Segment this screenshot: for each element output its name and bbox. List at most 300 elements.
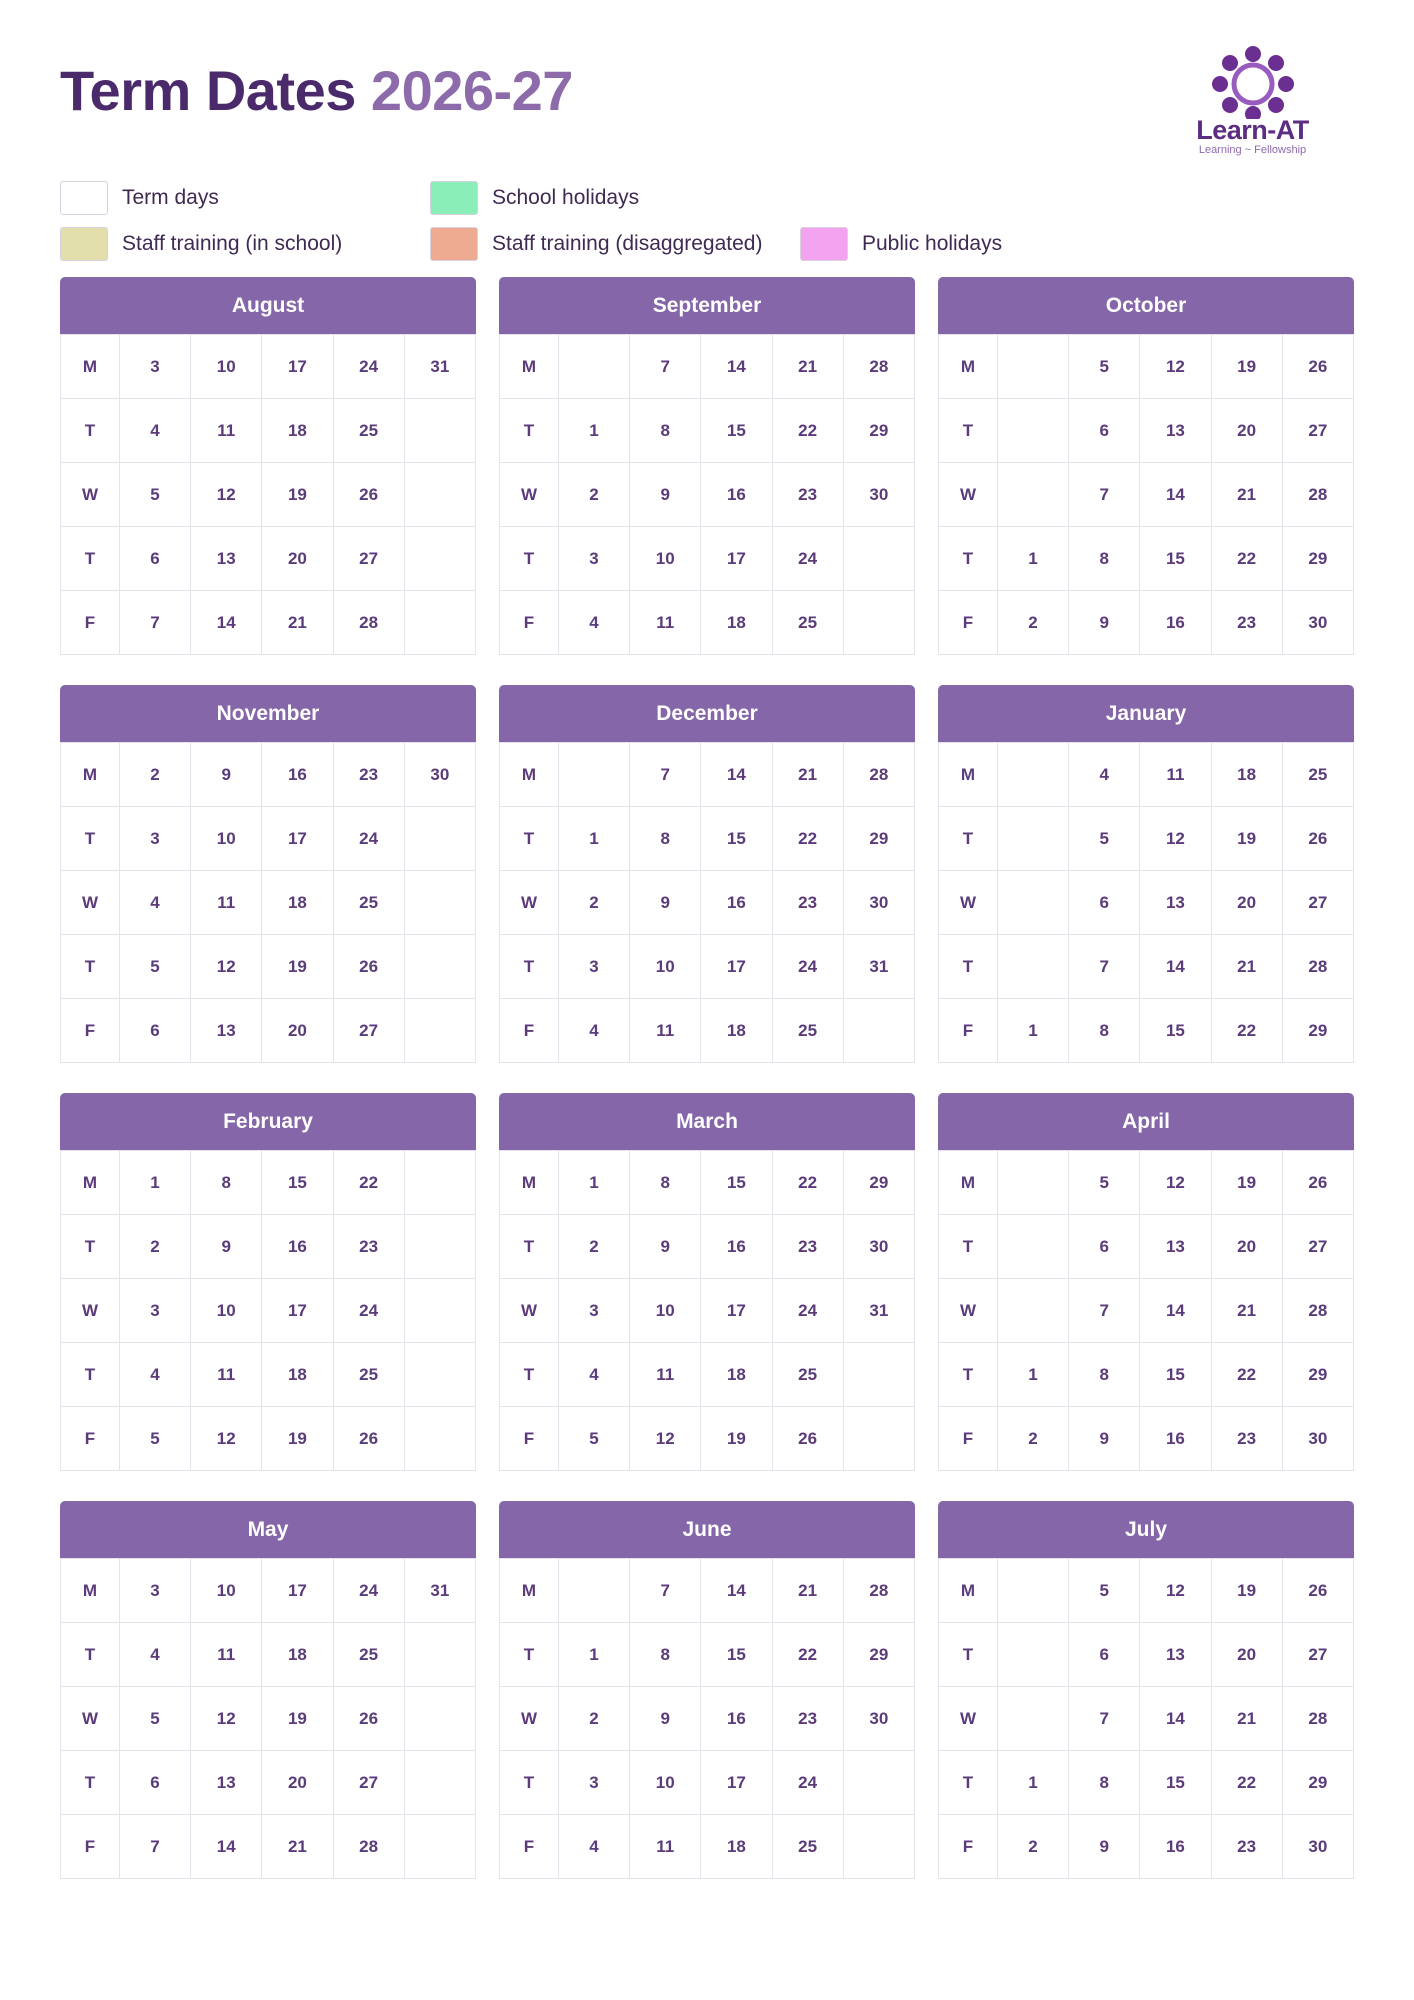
day-of-week-label: W (61, 1687, 120, 1751)
day-cell (404, 1151, 475, 1215)
week-row (939, 1407, 1354, 1471)
month-title: May (60, 1501, 476, 1558)
day-cell: 15 (701, 1151, 772, 1215)
day-cell: 3 (119, 1279, 190, 1343)
legend-label-public-holidays: Public holidays (862, 232, 1003, 255)
day-cell: 24 (772, 1279, 843, 1343)
day-cell (843, 999, 914, 1063)
day-cell: 30 (1282, 1815, 1353, 1879)
day-cell: 17 (701, 1279, 772, 1343)
week-row (939, 871, 1354, 935)
day-cell: 24 (772, 527, 843, 591)
week-row (500, 1623, 915, 1687)
month-november (60, 685, 476, 1063)
day-cell: 17 (262, 335, 333, 399)
day-cell: 26 (1282, 807, 1353, 871)
week-row (61, 871, 476, 935)
logo-tagline: Learning ~ Fellowship (1198, 144, 1307, 156)
day-of-week-label: F (61, 999, 120, 1063)
day-cell: 17 (262, 807, 333, 871)
week-row (939, 1623, 1354, 1687)
day-cell: 27 (333, 527, 404, 591)
day-cell: 10 (191, 335, 262, 399)
month-july (938, 1501, 1354, 1879)
day-cell: 14 (191, 591, 262, 655)
legend-swatch-school-holidays (430, 181, 478, 215)
day-cell (404, 1215, 475, 1279)
legend-label-school-holidays: School holidays (492, 186, 640, 209)
day-cell: 28 (843, 743, 914, 807)
day-cell: 10 (191, 807, 262, 871)
week-row (61, 1687, 476, 1751)
day-cell: 22 (772, 807, 843, 871)
day-cell: 7 (1069, 1279, 1140, 1343)
day-cell: 18 (701, 999, 772, 1063)
month-grid (60, 1150, 476, 1471)
month-grid (938, 334, 1354, 655)
page-title (60, 55, 1354, 122)
day-of-week-label: F (500, 591, 559, 655)
day-cell: 29 (843, 1623, 914, 1687)
day-cell: 10 (630, 1279, 701, 1343)
month-title: July (938, 1501, 1354, 1558)
day-cell (997, 807, 1068, 871)
day-cell: 22 (1211, 1343, 1282, 1407)
day-cell: 28 (1282, 463, 1353, 527)
month-grid (60, 1558, 476, 1879)
day-cell: 25 (772, 1815, 843, 1879)
day-cell: 18 (262, 1343, 333, 1407)
day-cell: 27 (333, 1751, 404, 1815)
month-title: September (499, 277, 915, 334)
day-of-week-label: F (61, 591, 120, 655)
day-cell: 12 (1140, 807, 1211, 871)
day-cell (843, 527, 914, 591)
day-cell: 8 (191, 1151, 262, 1215)
day-cell: 21 (1211, 463, 1282, 527)
day-cell: 17 (701, 935, 772, 999)
day-cell: 18 (1211, 743, 1282, 807)
day-cell: 14 (1140, 1687, 1211, 1751)
month-grid (499, 1558, 915, 1879)
month-grid (938, 1558, 1354, 1879)
day-cell (404, 1751, 475, 1815)
day-cell (404, 1279, 475, 1343)
month-grid (938, 1150, 1354, 1471)
page-title-main: Term Dates (60, 59, 371, 122)
day-cell: 19 (1211, 807, 1282, 871)
week-row (500, 463, 915, 527)
day-cell: 14 (1140, 935, 1211, 999)
day-cell (404, 999, 475, 1063)
week-row (939, 807, 1354, 871)
day-cell: 3 (119, 335, 190, 399)
month-october (938, 277, 1354, 655)
day-cell: 14 (701, 743, 772, 807)
day-cell: 1 (997, 1751, 1068, 1815)
day-cell: 8 (1069, 1751, 1140, 1815)
day-cell: 18 (701, 1343, 772, 1407)
day-cell: 2 (119, 743, 190, 807)
day-cell: 2 (997, 1407, 1068, 1471)
day-cell: 5 (1069, 807, 1140, 871)
day-of-week-label: M (61, 335, 120, 399)
day-cell: 11 (191, 1623, 262, 1687)
day-cell: 21 (262, 591, 333, 655)
day-cell (558, 743, 629, 807)
day-cell: 17 (262, 1559, 333, 1623)
day-cell: 2 (119, 1215, 190, 1279)
week-row (61, 591, 476, 655)
day-cell (997, 1623, 1068, 1687)
day-cell (997, 743, 1068, 807)
day-cell: 26 (333, 935, 404, 999)
day-of-week-label: T (939, 399, 998, 463)
day-of-week-label: T (939, 935, 998, 999)
day-of-week-label: T (61, 1623, 120, 1687)
day-cell: 26 (333, 1407, 404, 1471)
day-cell: 19 (1211, 335, 1282, 399)
day-cell: 31 (843, 1279, 914, 1343)
day-cell: 6 (119, 1751, 190, 1815)
day-cell: 13 (1140, 871, 1211, 935)
day-of-week-label: T (61, 399, 120, 463)
day-cell: 1 (558, 399, 629, 463)
month-june (499, 1501, 915, 1879)
day-cell: 7 (119, 591, 190, 655)
week-row (61, 527, 476, 591)
week-row (500, 1343, 915, 1407)
day-of-week-label: T (939, 1751, 998, 1815)
day-of-week-label: T (939, 1215, 998, 1279)
legend (60, 181, 1160, 261)
day-cell: 15 (1140, 1751, 1211, 1815)
day-cell: 29 (1282, 1343, 1353, 1407)
day-cell: 5 (1069, 335, 1140, 399)
day-of-week-label: T (500, 399, 559, 463)
week-row (500, 399, 915, 463)
day-of-week-label: T (939, 1623, 998, 1687)
day-cell: 25 (333, 871, 404, 935)
day-cell: 8 (1069, 527, 1140, 591)
week-row (61, 1215, 476, 1279)
day-cell: 16 (1140, 1407, 1211, 1471)
day-cell: 1 (997, 527, 1068, 591)
day-cell (404, 591, 475, 655)
day-cell: 18 (701, 591, 772, 655)
day-cell (404, 1407, 475, 1471)
day-cell: 28 (1282, 1687, 1353, 1751)
day-cell: 24 (333, 335, 404, 399)
week-row (61, 1343, 476, 1407)
day-cell: 4 (1069, 743, 1140, 807)
day-cell: 10 (630, 935, 701, 999)
day-cell (997, 1151, 1068, 1215)
week-row (500, 1407, 915, 1471)
legend-label-term-days: Term days (122, 186, 219, 209)
week-row (939, 463, 1354, 527)
week-row (939, 1343, 1354, 1407)
day-cell: 2 (558, 1215, 629, 1279)
day-of-week-label: W (500, 871, 559, 935)
legend-item-school-holidays (430, 181, 800, 215)
day-cell: 10 (630, 527, 701, 591)
week-row (500, 1815, 915, 1879)
day-cell: 3 (119, 1559, 190, 1623)
month-title: February (60, 1093, 476, 1150)
day-cell: 19 (262, 463, 333, 527)
day-cell: 16 (701, 1687, 772, 1751)
day-cell: 8 (630, 399, 701, 463)
day-cell: 5 (1069, 1559, 1140, 1623)
month-grid (938, 742, 1354, 1063)
week-row (61, 807, 476, 871)
day-of-week-label: M (939, 743, 998, 807)
day-cell: 12 (1140, 1559, 1211, 1623)
day-cell: 26 (772, 1407, 843, 1471)
day-cell: 8 (630, 1151, 701, 1215)
day-cell: 19 (262, 1407, 333, 1471)
day-of-week-label: F (939, 1815, 998, 1879)
day-cell (843, 1751, 914, 1815)
day-cell: 24 (333, 1279, 404, 1343)
day-cell: 22 (1211, 527, 1282, 591)
day-cell: 25 (333, 399, 404, 463)
day-cell: 23 (772, 1215, 843, 1279)
month-grid (499, 334, 915, 655)
day-cell: 27 (1282, 399, 1353, 463)
day-of-week-label: T (61, 807, 120, 871)
day-cell: 7 (630, 1559, 701, 1623)
day-cell: 9 (191, 743, 262, 807)
month-title: November (60, 685, 476, 742)
week-row (939, 335, 1354, 399)
legend-swatch-public-holidays (800, 227, 848, 261)
day-cell: 7 (630, 335, 701, 399)
week-row (61, 1407, 476, 1471)
day-cell: 16 (701, 1215, 772, 1279)
day-cell: 2 (558, 463, 629, 527)
week-row (500, 1279, 915, 1343)
week-row (500, 743, 915, 807)
day-cell: 26 (1282, 1559, 1353, 1623)
page-title-years: 2026-27 (370, 59, 573, 122)
day-cell: 12 (1140, 1151, 1211, 1215)
week-row (61, 999, 476, 1063)
month-december (499, 685, 915, 1063)
month-title: August (60, 277, 476, 334)
day-cell: 4 (558, 591, 629, 655)
day-cell: 14 (1140, 1279, 1211, 1343)
months-grid (60, 277, 1354, 1879)
day-cell: 18 (262, 399, 333, 463)
day-cell (843, 1343, 914, 1407)
day-cell: 19 (262, 935, 333, 999)
day-of-week-label: F (939, 591, 998, 655)
day-cell: 9 (630, 871, 701, 935)
day-cell: 8 (1069, 999, 1140, 1063)
day-cell: 5 (119, 1407, 190, 1471)
day-cell: 11 (630, 591, 701, 655)
day-cell: 16 (262, 1215, 333, 1279)
day-cell: 29 (1282, 999, 1353, 1063)
day-cell: 27 (333, 999, 404, 1063)
day-cell: 1 (558, 1623, 629, 1687)
day-cell: 23 (1211, 1407, 1282, 1471)
day-cell: 26 (333, 463, 404, 527)
day-cell: 10 (630, 1751, 701, 1815)
day-cell (997, 871, 1068, 935)
day-cell: 25 (772, 1343, 843, 1407)
week-row (61, 335, 476, 399)
day-cell: 16 (1140, 591, 1211, 655)
day-cell: 20 (262, 527, 333, 591)
legend-swatch-term-days (60, 181, 108, 215)
day-cell: 29 (843, 1151, 914, 1215)
day-of-week-label: T (61, 1343, 120, 1407)
day-of-week-label: M (61, 1151, 120, 1215)
legend-label-staff-training-disaggregated: Staff training (disaggregated) (492, 232, 763, 255)
week-row (500, 1687, 915, 1751)
day-of-week-label: T (61, 935, 120, 999)
week-row (61, 1279, 476, 1343)
day-cell: 5 (1069, 1151, 1140, 1215)
day-cell: 6 (1069, 399, 1140, 463)
day-cell: 27 (1282, 1623, 1353, 1687)
day-cell: 22 (1211, 999, 1282, 1063)
day-cell: 12 (191, 935, 262, 999)
day-cell: 2 (558, 1687, 629, 1751)
day-cell: 10 (191, 1279, 262, 1343)
day-cell (997, 1559, 1068, 1623)
day-cell: 13 (191, 1751, 262, 1815)
day-cell: 16 (262, 743, 333, 807)
day-cell: 31 (404, 1559, 475, 1623)
day-cell: 8 (1069, 1343, 1140, 1407)
day-cell: 9 (1069, 1407, 1140, 1471)
week-row (939, 1279, 1354, 1343)
page-header (60, 55, 1354, 175)
day-cell (404, 1815, 475, 1879)
day-cell (404, 463, 475, 527)
day-cell: 19 (1211, 1559, 1282, 1623)
day-of-week-label: T (939, 1343, 998, 1407)
day-cell: 11 (630, 1343, 701, 1407)
month-grid (499, 742, 915, 1063)
week-row (61, 1815, 476, 1879)
day-cell: 13 (1140, 1215, 1211, 1279)
day-cell (404, 807, 475, 871)
day-cell (558, 335, 629, 399)
day-cell: 13 (1140, 1623, 1211, 1687)
month-grid (60, 742, 476, 1063)
day-cell: 30 (1282, 591, 1353, 655)
day-of-week-label: W (500, 463, 559, 527)
day-cell: 23 (772, 1687, 843, 1751)
day-cell: 30 (1282, 1407, 1353, 1471)
day-cell: 3 (558, 1279, 629, 1343)
day-cell: 18 (701, 1815, 772, 1879)
day-of-week-label: T (500, 1215, 559, 1279)
day-of-week-label: W (61, 871, 120, 935)
month-grid (60, 334, 476, 655)
day-cell (997, 1687, 1068, 1751)
day-cell: 13 (191, 999, 262, 1063)
day-cell: 16 (701, 463, 772, 527)
day-cell: 29 (1282, 527, 1353, 591)
day-cell: 22 (772, 399, 843, 463)
day-of-week-label: F (939, 999, 998, 1063)
day-of-week-label: W (939, 1279, 998, 1343)
day-cell: 11 (191, 399, 262, 463)
day-of-week-label: W (500, 1279, 559, 1343)
day-cell: 22 (333, 1151, 404, 1215)
legend-row-2 (60, 227, 1160, 261)
week-row (939, 743, 1354, 807)
day-of-week-label: T (500, 527, 559, 591)
day-of-week-label: W (500, 1687, 559, 1751)
week-row (939, 591, 1354, 655)
day-cell: 2 (558, 871, 629, 935)
day-cell: 11 (630, 999, 701, 1063)
day-cell: 22 (772, 1623, 843, 1687)
day-cell: 11 (1140, 743, 1211, 807)
day-cell: 17 (262, 1279, 333, 1343)
day-cell: 4 (558, 1815, 629, 1879)
day-cell: 21 (262, 1815, 333, 1879)
day-cell: 23 (333, 1215, 404, 1279)
week-row (61, 399, 476, 463)
day-cell: 17 (701, 527, 772, 591)
day-of-week-label: T (500, 935, 559, 999)
day-of-week-label: M (939, 335, 998, 399)
day-cell (997, 463, 1068, 527)
day-cell: 23 (1211, 1815, 1282, 1879)
day-of-week-label: M (500, 743, 559, 807)
day-cell: 10 (191, 1559, 262, 1623)
day-cell: 1 (997, 999, 1068, 1063)
day-cell: 29 (1282, 1751, 1353, 1815)
month-title: January (938, 685, 1354, 742)
day-cell: 20 (1211, 1215, 1282, 1279)
day-cell: 24 (333, 807, 404, 871)
day-of-week-label: M (500, 1559, 559, 1623)
week-row (500, 999, 915, 1063)
week-row (939, 1215, 1354, 1279)
day-cell: 28 (333, 1815, 404, 1879)
day-cell: 29 (843, 399, 914, 463)
day-cell: 12 (191, 463, 262, 527)
day-of-week-label: M (61, 1559, 120, 1623)
legend-item-term-days (60, 181, 430, 215)
day-cell: 15 (701, 399, 772, 463)
day-cell: 24 (772, 1751, 843, 1815)
day-cell: 3 (558, 935, 629, 999)
day-cell: 3 (558, 1751, 629, 1815)
day-cell: 28 (843, 1559, 914, 1623)
day-of-week-label: F (500, 999, 559, 1063)
day-of-week-label: F (61, 1815, 120, 1879)
day-cell: 25 (772, 591, 843, 655)
day-cell: 18 (262, 871, 333, 935)
day-cell: 16 (1140, 1815, 1211, 1879)
day-cell: 19 (262, 1687, 333, 1751)
day-cell: 18 (262, 1623, 333, 1687)
day-cell: 27 (1282, 871, 1353, 935)
day-cell: 30 (843, 1687, 914, 1751)
month-march (499, 1093, 915, 1471)
day-cell: 4 (119, 871, 190, 935)
